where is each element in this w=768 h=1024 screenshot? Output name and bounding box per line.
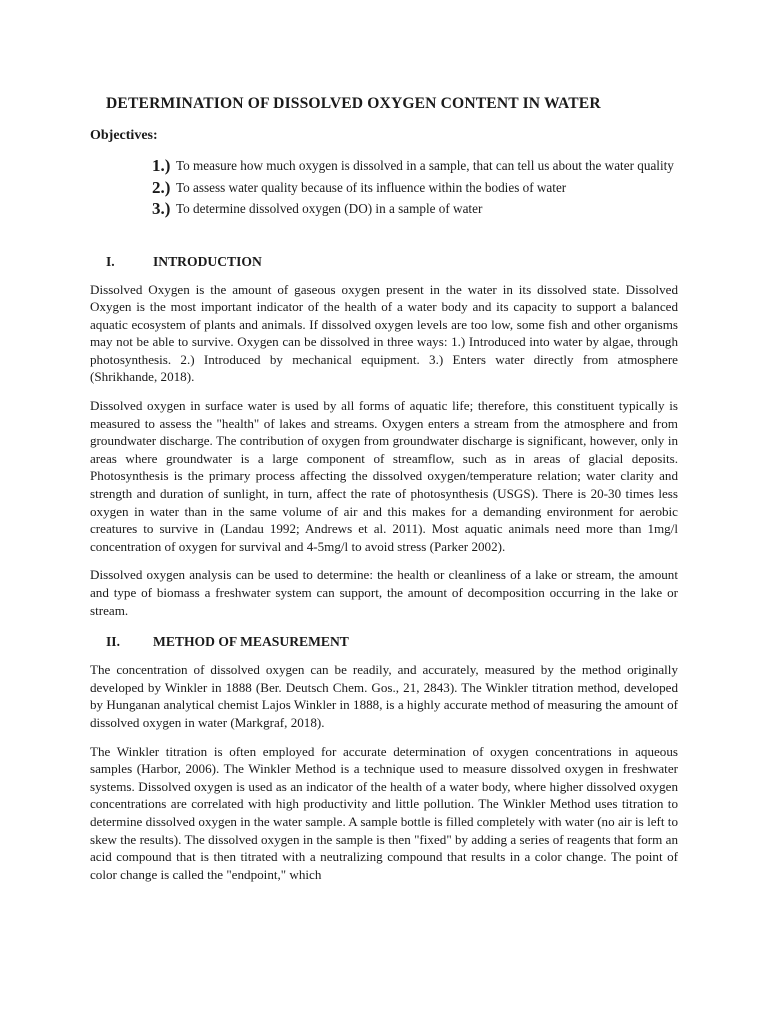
- section-title: INTRODUCTION: [153, 253, 262, 269]
- objective-number: 3.): [152, 199, 171, 218]
- document-title: DETERMINATION OF DISSOLVED OXYGEN CONTENT IN WATER: [106, 95, 601, 112]
- objective-item: [152, 178, 678, 198]
- objective-text: To assess water quality because of its influence within the bodies of water: [176, 179, 567, 195]
- paragraph: Dissolved Oxygen is the amount of gaseous oxygen present in the water in its dissolved state. Dissolved Oxygen is the most important indicator of the health of a water body and its capacity to support a balanced aquatic ecosystem of plants and animals. If dissolved oxygen levels are too low, some fish and other organisms may not be able to survive. Oxygen can be dissolved in three ways: 1.) Introduced into water by algae, through photosynthesis. 2.) Introduced by mechanical equipment. 3.) Enters water directly from atmosphere (Shrikhande, 2018).: [90, 281, 678, 385]
- section-heading-method: [90, 633, 678, 651]
- objective-text: To measure how much oxygen is dissolved in a sample, that can tell us about the water quality: [176, 158, 674, 173]
- paragraph: The concentration of dissolved oxygen can be readily, and accurately, measured by the method originally developed by Winkler in 1888 (Ber. Deutsch Chem. Gos., 21, 2843). The Winkler titration method, developed by Hunganan analytical chemist Lajos Winkler in 1888, is a highly accurate method of measuring the amount of dissolved oxygen in water (Markgraf, 2018).: [90, 662, 678, 730]
- section-heading-introduction: [90, 253, 678, 271]
- objective-text: To determine dissolved oxygen (DO) in a sample of water: [176, 201, 483, 216]
- paragraph: Dissolved oxygen analysis can be used to determine: the health or cleanliness of a lake or stream, the amount and type of biomass a freshwater system can support, the amount of decomposition occurring in the lake or stream.: [90, 567, 678, 618]
- section-number: II.: [106, 634, 120, 650]
- objective-item: [152, 199, 678, 219]
- objective-number: 1.): [152, 156, 171, 175]
- section-title: METHOD OF MEASUREMENT: [153, 634, 349, 650]
- objective-item: [152, 156, 678, 176]
- document-body: [90, 94, 678, 883]
- paragraph: Dissolved oxygen in surface water is used by all forms of aquatic life; therefore, this constituent typically is measured to assess the "health" of lakes and streams. Oxygen enters a stream from the atmosphere and from groundwater discharge. The contribution of oxygen from groundwater discharge is significant, however, only in areas where groundwater is a large component of streamflow, such as in areas of glacial deposits. Photosynthesis is the primary process affecting the dissolved oxygen/temperature relation; water clarity and strength and duration of sunlight, in turn, affect the rate of photosynthesis (USGS). There is 20-30 times less oxygen in water than in the same volume of air and this makes for a demanding environment for aerobic creatures to survive in (Landau 1992; Andrews et al. 2011). Most aquatic animals need more than 1mg/l concentration of oxygen for survival and 4-5mg/l to avoid stress (Parker 2002).: [90, 398, 678, 554]
- paragraph: The Winkler titration is often employed for accurate determination of oxygen concentrations in aqueous samples (Harbor, 2006). The Winkler Method is a technique used to measure dissolved oxygen in freshwater systems. Dissolved oxygen is used as an indicator of the health of a water body, where higher dissolved oxygen concentrations are correlated with high productivity and little pollution. The Winkler Method uses titration to determine dissolved oxygen in the water sample. A sample bottle is filled completely with water (no air is left to skew the results). The dissolved oxygen in the sample is then "fixed" by adding a series of reagents that form an acid compound that is then titrated with a neutralizing compound that results in a color change. The point of color change is called the "endpoint," which: [90, 743, 678, 882]
- objective-number: 2.): [152, 177, 171, 197]
- objectives-list: [90, 156, 678, 219]
- section-number: I.: [106, 253, 115, 269]
- objectives-heading: Objectives:: [90, 128, 158, 143]
